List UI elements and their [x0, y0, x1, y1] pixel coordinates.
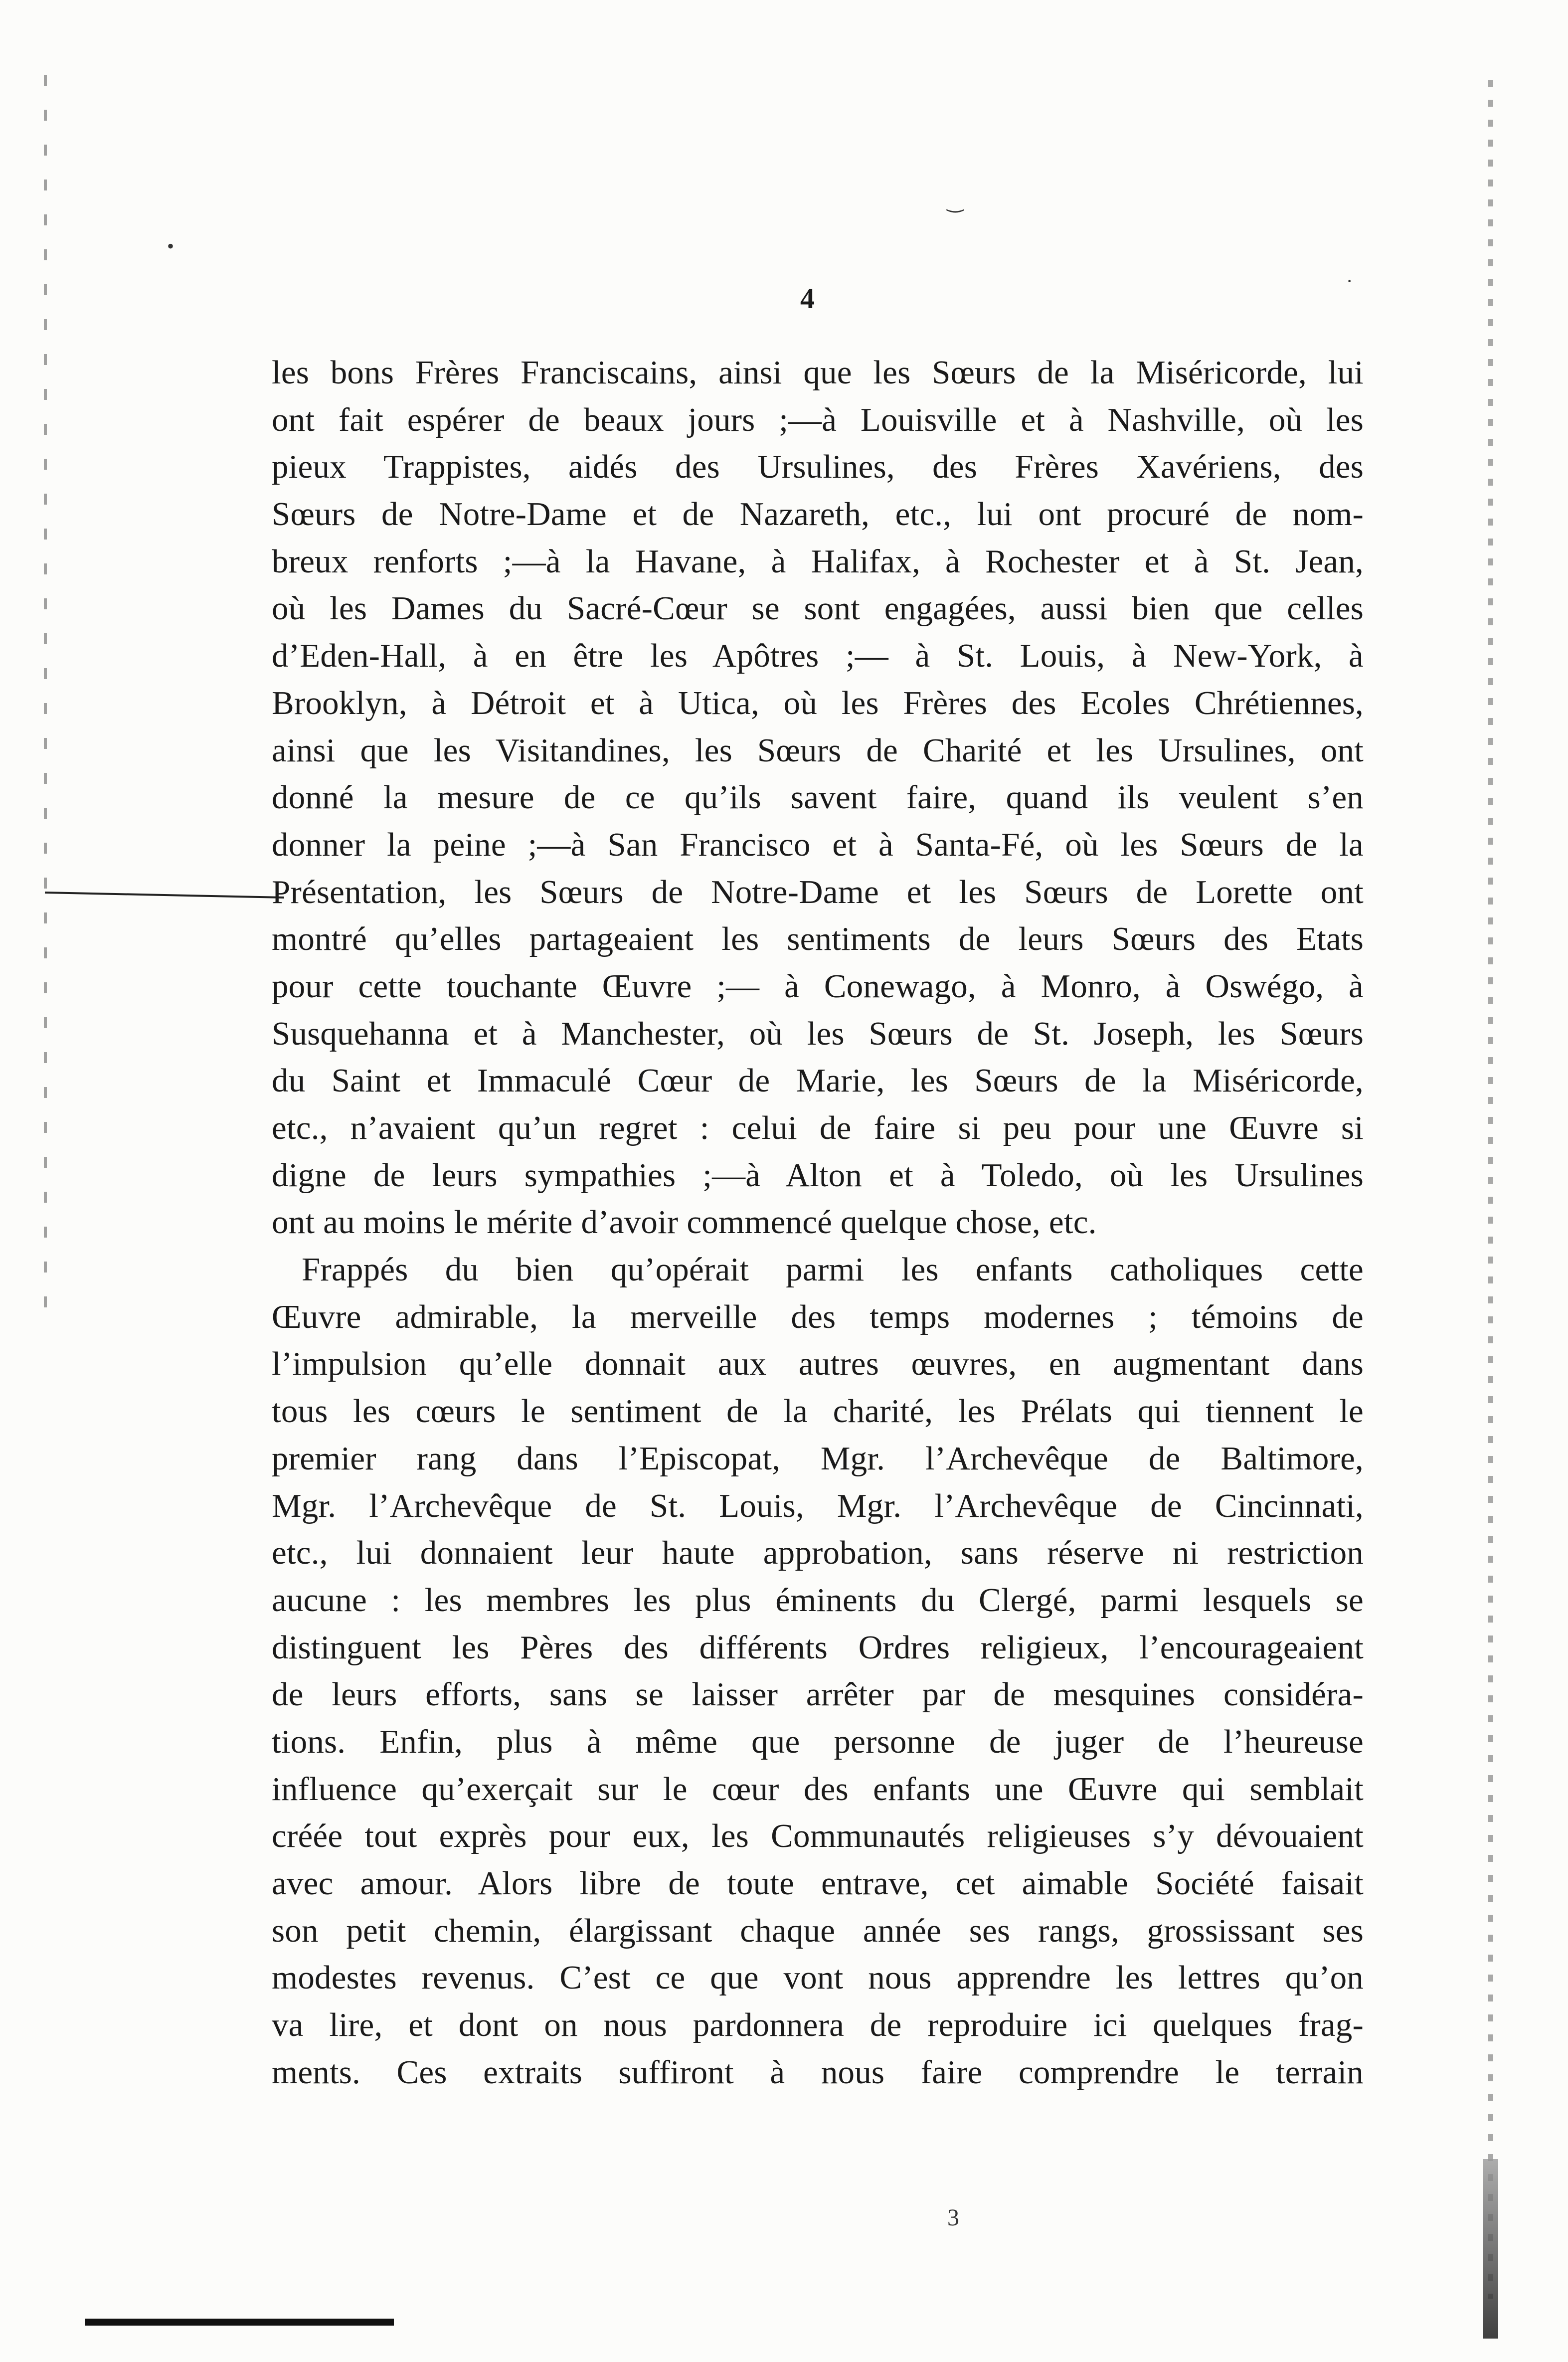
text-line: va lire, et dont on nous pardonnera de reproduire ici quelques frag- — [272, 2006, 1364, 2044]
text-line: pieux Trappistes, aidés des Ursulines, des Frères Xavériens, des — [272, 448, 1364, 486]
text-line: modestes revenus. C’est ce que vont nous apprendre les lettres qu’on — [272, 1959, 1364, 1997]
scan-edge-left — [44, 75, 47, 1321]
text-line: Sœurs de Notre-Dame et de Nazareth, etc., lui ont procuré de nom- — [272, 496, 1364, 533]
bottom-rule — [85, 2319, 394, 2326]
text-line: Susquehanna et à Manchester, où les Sœurs de St. Joseph, les Sœurs — [272, 1015, 1364, 1052]
text-line: montré qu’elles partageaient les sentiments de leurs Sœurs des Etats — [272, 920, 1364, 958]
text-line: où les Dames du Sacré-Cœur se sont engagées, aussi bien que celles — [272, 590, 1364, 627]
footer-mark: 3 — [947, 2204, 959, 2231]
text-line: ainsi que les Visitandines, les Sœurs de Charité et les Ursulines, ont — [272, 731, 1364, 769]
text-line: breux renforts ;—à la Havane, à Halifax, à Rochester et à St. Jean, — [272, 543, 1364, 580]
text-line: tous les cœurs le sentiment de la charité, les Prélats qui tiennent le — [272, 1393, 1364, 1430]
page-number: 4 — [800, 282, 815, 315]
text-line: créée tout exprès pour eux, les Communautés religieuses s’y dévouaient — [272, 1817, 1364, 1855]
text-line: son petit chemin, élargissant chaque année ses rangs, grossissant ses — [272, 1912, 1364, 1949]
scan-speck: ‿ — [947, 190, 964, 212]
text-line: ont au moins le mérite d’avoir commencé quelque chose, etc. — [272, 1204, 1097, 1241]
scan-edge-shadow — [1483, 2159, 1498, 2339]
scan-speck: • — [167, 235, 174, 257]
text-line: influence qu’exerçait sur le cœur des enfants une Œuvre qui semblait — [272, 1770, 1364, 1808]
scan-scratch-line — [45, 892, 284, 899]
scan-edge-right — [1488, 80, 1493, 2299]
text-line: avec amour. Alors libre de toute entrave, cet aimable Société faisait — [272, 1865, 1364, 1902]
text-line: aucune : les membres les plus éminents du Clergé, parmi lesquels se — [272, 1581, 1364, 1619]
text-line: distinguent les Pères des différents Ordres religieux, l’encourageaient — [272, 1629, 1364, 1666]
text-line: du Saint et Immaculé Cœur de Marie, les Sœurs de la Miséricorde, — [272, 1062, 1364, 1099]
body-text — [272, 349, 1364, 2096]
text-line: l’impulsion qu’elle donnait aux autres œuvres, en augmentant dans — [272, 1345, 1364, 1383]
text-line: Mgr. l’Archevêque de St. Louis, Mgr. l’Archevêque de Cincinnati, — [272, 1487, 1364, 1524]
text-line: premier rang dans l’Episcopat, Mgr. l’Archevêque de Baltimore, — [272, 1440, 1364, 1477]
text-line: etc., n’avaient qu’un regret : celui de faire si peu pour une Œuvre si — [272, 1109, 1364, 1146]
text-line: pour cette touchante Œuvre ;— à Conewago, à Monro, à Oswégo, à — [272, 967, 1364, 1005]
text-line: donner la peine ;—à San Francisco et à Santa-Fé, où les Sœurs de la — [272, 826, 1364, 863]
paragraph-2 — [272, 1246, 1364, 2096]
text-line: Brooklyn, à Détroit et à Utica, où les Frères des Ecoles Chrétiennes, — [272, 684, 1364, 722]
text-line: etc., lui donnaient leur haute approbation, sans réserve ni restriction — [272, 1534, 1364, 1572]
text-line: ments. Ces extraits suffiront à nous faire comprendre le terrain — [272, 2053, 1364, 2091]
text-line: les bons Frères Franciscains, ainsi que les Sœurs de la Miséricorde, lui — [272, 354, 1364, 391]
text-line: Présentation, les Sœurs de Notre-Dame et les Sœurs de Lorette ont — [272, 873, 1364, 910]
paragraph-1 — [272, 349, 1364, 1246]
text-line: digne de leurs sympathies ;—à Alton et à Toledo, où les Ursulines — [272, 1156, 1364, 1194]
text-line: donné la mesure de ce qu’ils savent faire, quand ils veulent s’en — [272, 779, 1364, 816]
text-line: tions. Enfin, plus à même que personne de juger de l’heureuse — [272, 1723, 1364, 1760]
text-line: de leurs efforts, sans se laisser arrêter par de mesquines considéra- — [272, 1676, 1364, 1713]
text-line: Frappés du bien qu’opérait parmi les enfants catholiques cette — [302, 1251, 1364, 1288]
scan-speck: · — [1346, 270, 1353, 292]
text-line: d’Eden-Hall, à en être les Apôtres ;— à St. Louis, à New-York, à — [272, 637, 1364, 675]
text-line: Œuvre admirable, la merveille des temps modernes ; témoins de — [272, 1298, 1364, 1335]
text-line: ont fait espérer de beaux jours ;—à Louisville et à Nashville, où les — [272, 401, 1364, 438]
